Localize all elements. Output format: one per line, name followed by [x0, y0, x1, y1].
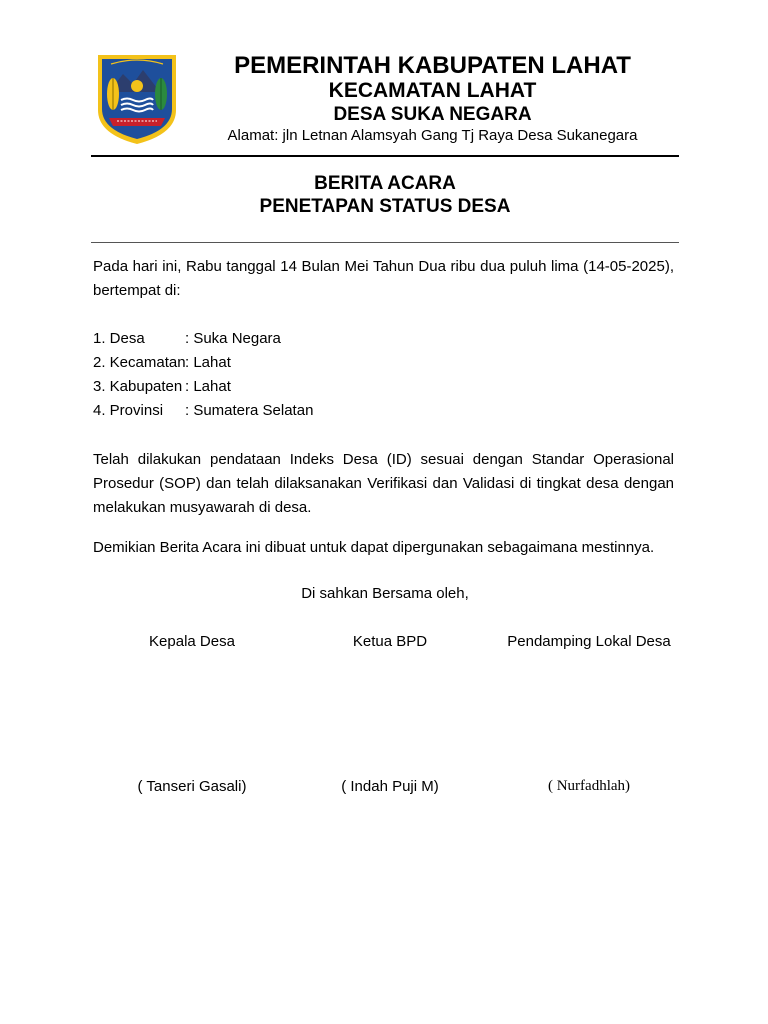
- list-item-label: 2. Kecamatan: [93, 354, 186, 371]
- list-item: [93, 351, 674, 375]
- title-divider: [91, 242, 679, 243]
- government-title: PEMERINTAH KABUPATEN LAHAT: [234, 52, 631, 79]
- signatory-role-bpd-chair: Ketua BPD: [352, 633, 428, 650]
- list-item-label: 3. Kabupaten: [93, 378, 183, 395]
- signatory-role-local-facilitator: Pendamping Lokal Desa: [507, 633, 671, 650]
- list-item-value: : Lahat: [185, 378, 231, 395]
- list-item: [93, 327, 674, 351]
- list-item-label: 1. Desa: [93, 330, 145, 347]
- document-subtitle: PENETAPAN STATUS DESA: [259, 196, 511, 217]
- header-divider: [91, 155, 679, 157]
- signatory-name-local-facilitator: ( Nurfadhlah): [547, 778, 631, 794]
- signatory-name-village-head: ( Tanseri Gasali): [137, 778, 247, 795]
- ratification-line: Di sahkan Bersama oleh,: [301, 585, 469, 602]
- list-item: [93, 399, 674, 423]
- district-title: KECAMATAN LAHAT: [328, 79, 537, 102]
- list-item-label: 4. Provinsi: [93, 402, 164, 419]
- signatory-name-bpd-chair: ( Indah Puji M): [341, 778, 439, 795]
- list-item: [93, 375, 674, 399]
- address-line: Alamat: jln Letnan Alamsyah Gang Tj Raya Desa Sukanegara: [227, 127, 638, 144]
- data-collection-paragraph: Telah dilakukan pendataan Indeks Desa (ID) sesuai dengan Standar Operasional Prosedur (SOP) dan telah dilaksanakan Verifikasi dan Validasi di tingkat desa dengan melakukan musyawarah di desa.: [93, 451, 674, 516]
- closing-paragraph: Demikian Berita Acara ini dibuat untuk dapat dipergunakan sebagaimana mestinnya.: [93, 539, 655, 556]
- list-item-value: : Suka Negara: [185, 330, 281, 347]
- kabupaten-lahat-emblem: [95, 52, 179, 146]
- document-title: BERITA ACARA: [314, 173, 456, 194]
- village-title: DESA SUKA NEGARA: [333, 104, 532, 125]
- location-list: [93, 327, 674, 423]
- list-item-value: : Sumatera Selatan: [185, 402, 314, 419]
- signatory-role-village-head: Kepala Desa: [149, 633, 235, 650]
- list-item-value: : Lahat: [185, 354, 231, 371]
- opening-paragraph: Pada hari ini, Rabu tanggal 14 Bulan Mei Tahun Dua ribu dua puluh lima (14-05-2025), bertempat di:: [93, 258, 674, 299]
